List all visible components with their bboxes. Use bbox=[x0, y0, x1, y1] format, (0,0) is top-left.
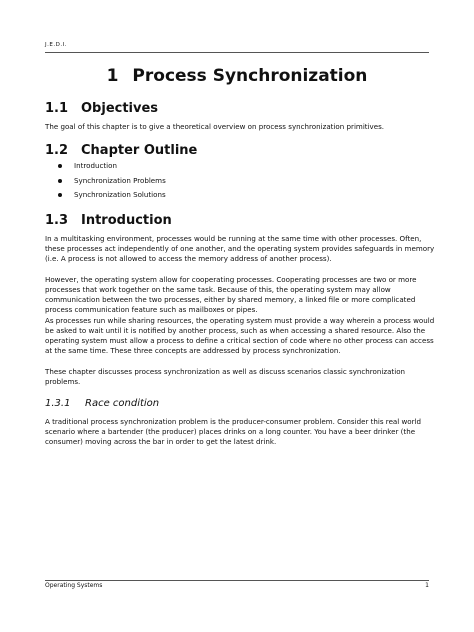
intro-paragraph-3 bbox=[45, 316, 437, 356]
objectives-paragraph bbox=[45, 122, 437, 132]
list-item bbox=[58, 161, 166, 176]
subsection-title: Race condition bbox=[85, 398, 160, 409]
list-item-text: Introduction bbox=[74, 161, 117, 170]
intro-paragraph-4 bbox=[45, 367, 437, 387]
list-item bbox=[58, 176, 166, 191]
race-paragraph bbox=[45, 417, 437, 447]
paragraph: The goal of this chapter is to give a theoretical overview on process synchronization primitives. bbox=[45, 122, 385, 131]
footer-rule bbox=[45, 580, 429, 581]
chapter-title-text: Process Synchronization bbox=[132, 66, 368, 86]
bullet-icon bbox=[58, 179, 62, 183]
section-number: 1.3 bbox=[45, 213, 69, 228]
paragraph: However, the operating system allow for cooperating processes. Cooperating processes are two or more processes that work together on the same task. Because of this, the operating system may allow communication between the two processes, either by shared memory, a linked file or more complicated process communication feature such as mailboxes or pipes. bbox=[45, 275, 417, 314]
list-item-text: Synchronization Solutions bbox=[74, 190, 166, 199]
section-heading-introduction bbox=[45, 213, 172, 228]
subsection-heading-race-condition bbox=[45, 398, 159, 409]
section-title: Introduction bbox=[81, 213, 172, 228]
running-header: J.E.D.I. bbox=[45, 42, 67, 48]
section-heading-outline bbox=[45, 143, 197, 158]
header-rule bbox=[45, 52, 429, 53]
chapter-title bbox=[0, 66, 474, 86]
section-title: Objectives bbox=[81, 101, 159, 116]
list-item bbox=[58, 190, 166, 205]
section-number: 1.1 bbox=[45, 101, 69, 116]
paragraph: In a multitasking environment, processes would be running at the same time with other processes. Often, these processes act independently of one another, and the operating system provides safeguards in memory (i.e. A process is not allowed to access the memory address of another process). bbox=[45, 234, 435, 263]
list-item-text: Synchronization Problems bbox=[74, 175, 166, 185]
section-number: 1.2 bbox=[45, 143, 69, 158]
page-number: 1 bbox=[425, 582, 429, 589]
intro-paragraph-1 bbox=[45, 234, 437, 264]
paragraph: As processes run while sharing resources, the operating system must provide a way wherein a process would be asked to wait until it is notified by another process, such as when accessing a shared resource. Also the operating system must allow a process to define a critical section of code where no other process can access at the same time. These three concepts are addressed by process synchronization. bbox=[45, 316, 435, 355]
bullet-icon bbox=[58, 164, 62, 168]
paragraph: A traditional process synchronization problem is the producer-consumer problem. Consider this real world scenario where a bartender (the producer) places drinks on a long counter. You have a beer drinker (the consumer) moving across the bar in order to get the latest drink. bbox=[45, 417, 422, 446]
footer-title: Operating Systems bbox=[45, 582, 103, 589]
subsection-number: 1.3.1 bbox=[45, 398, 71, 409]
outline-list bbox=[58, 161, 166, 205]
section-heading-objectives bbox=[45, 101, 158, 116]
paragraph: These chapter discusses process synchronization as well as discuss scenarios classic synchronization problems. bbox=[45, 367, 406, 386]
bullet-icon bbox=[58, 193, 62, 197]
chapter-number: 1 bbox=[106, 66, 119, 86]
section-title: Chapter Outline bbox=[81, 143, 198, 158]
intro-paragraph-2 bbox=[45, 275, 437, 315]
